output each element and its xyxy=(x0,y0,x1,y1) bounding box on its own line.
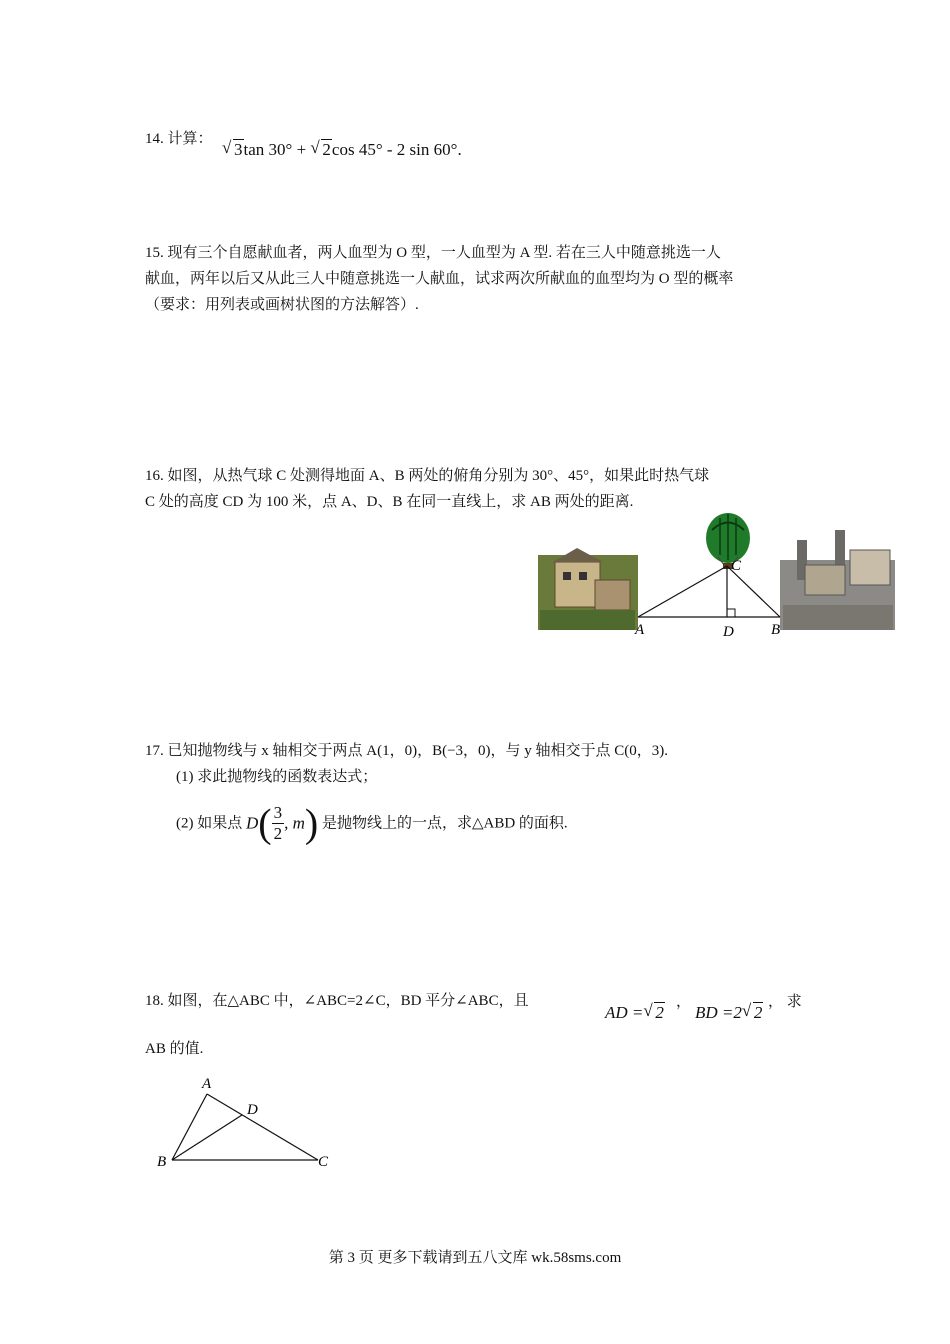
q16-figure xyxy=(535,510,900,645)
right-factory-image xyxy=(780,530,895,630)
q18-label-C: C xyxy=(318,1154,329,1170)
q16-label-D: D xyxy=(723,624,734,640)
q16-line-2: C 处的高度 CD 为 100 米，点 A、D、B 在同一直线上，求 AB 两处的距离. xyxy=(145,494,634,510)
left-building-image xyxy=(538,548,638,630)
q16-label-B: B xyxy=(771,622,781,638)
q18-comma: ， xyxy=(676,994,692,1010)
q16-label-C: C xyxy=(731,558,742,574)
q15-line-1: 15. 现有三个自愿献血者，两人血型为 O 型，一人血型为 A 型. 若在三人中随意挑选一人 xyxy=(145,245,721,261)
q14-line xyxy=(145,126,213,152)
q17-fraction: $\frac{3}{2}$ xyxy=(273,803,283,844)
q18-line-2: AB 的值. xyxy=(145,1041,204,1057)
q17-line-3: (2) 如果点 D( $\frac{3}{2}$ , m) 是抛物线上的一点，求△ABD 的面积. xyxy=(176,800,568,846)
q15-line-3: （要求：用列表或画树状图的方法解答）. xyxy=(145,297,419,313)
q18-label-B: B xyxy=(157,1154,167,1170)
q14-number: 14. xyxy=(145,131,164,147)
hot-air-balloon-image xyxy=(706,513,750,569)
q17-line-2: (1) 求此抛物线的函数表达式； xyxy=(176,769,378,785)
q17-line-1: 17. 已知抛物线与 x 轴相交于两点 A(1，0)，B(−3，0)，与 y 轴相交于点 C(0，3). xyxy=(145,743,669,759)
q17-point-d: D xyxy=(246,813,259,833)
q17-line-3-end: 是抛物线上的一点，求△ABD 的面积. xyxy=(321,815,568,832)
q18-figure xyxy=(150,1072,340,1172)
q16-line-1: 16. 如图，从热气球 C 处测得地面 A、B 两处的俯角分别为 30°、45°，如果此时热气球 xyxy=(145,468,710,484)
q18-qiu: ， 求 xyxy=(768,994,802,1010)
q17-line-3-start: (2) 如果点 xyxy=(176,815,243,832)
q15-line-2: 献血，两年以后又从此三人中随意挑选一人献血，试求两次所献血的血型均为 O 型的概率 xyxy=(145,271,734,287)
q18-line-1: 18. 如图，在△ABC 中，∠ABC=2∠C，BD 平分∠ABC，且 xyxy=(145,993,529,1009)
q18-label-D: D xyxy=(247,1102,258,1118)
q14-expression: √ 3tan 30° + √ 2cos 45° - 2 sin 60°. xyxy=(222,140,462,160)
q16-label-A: A xyxy=(635,622,645,638)
q18-label-A: A xyxy=(202,1076,212,1092)
q14-label: 计算： xyxy=(167,131,213,147)
q18-bd-expression: BD =2√ 2 xyxy=(695,1003,763,1023)
q18-ad-expression: AD =√ 2 xyxy=(605,1003,665,1023)
page-footer: 第 3 页 更多下载请到五八文库 wk.58sms.com xyxy=(328,1250,622,1266)
